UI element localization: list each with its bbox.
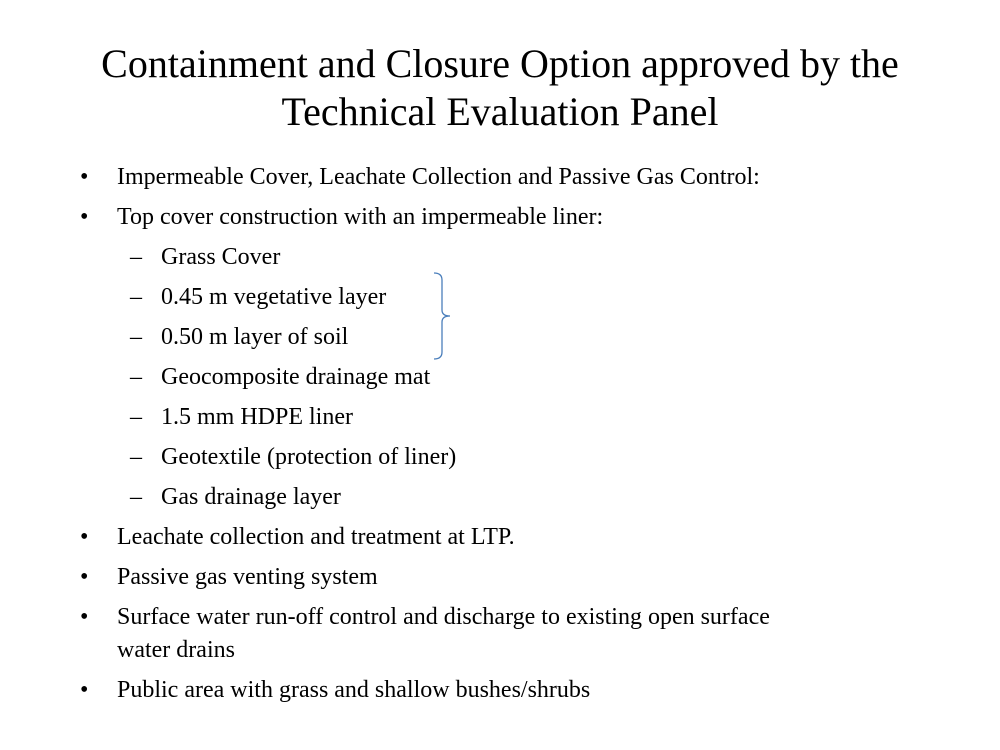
bullet-icon: •	[80, 564, 89, 590]
bullet-icon: •	[80, 677, 89, 703]
bullet-icon: •	[80, 524, 89, 550]
sub-list-item-text: Gas drainage layer	[161, 484, 341, 510]
list-item-text: Surface water run-off control and discharge to existing open surface	[117, 604, 770, 630]
right-brace-icon	[432, 272, 456, 360]
sub-list-item-text: Geocomposite drainage mat	[161, 364, 431, 390]
bullet-icon: •	[80, 164, 89, 190]
dash-icon: –	[130, 324, 142, 350]
bullet-icon: •	[80, 604, 89, 630]
sub-list-item-text: Geotextile (protection of liner)	[161, 444, 457, 470]
sub-list-item-text: 1.5 mm HDPE liner	[161, 404, 353, 430]
dash-icon: –	[130, 364, 142, 390]
dash-icon: –	[130, 484, 142, 510]
list-item-text: Top cover construction with an impermeable liner:	[117, 204, 604, 230]
list-item-text: Passive gas venting system	[117, 564, 378, 590]
slide-title: Containment and Closure Option approved by the Technical Evaluation Panel	[101, 41, 899, 134]
sub-list-item-text: Grass Cover	[161, 244, 281, 270]
list-item-text: Public area with grass and shallow bushes/shrubs	[117, 677, 591, 703]
dash-icon: –	[130, 244, 142, 270]
bullet-icon: •	[80, 204, 89, 230]
list-item-text: Leachate collection and treatment at LTP.	[117, 524, 515, 550]
sub-list-item-text: 0.50 m layer of soil	[161, 324, 349, 350]
dash-icon: –	[130, 284, 142, 310]
sub-list-item-text: 0.45 m vegetative layer	[161, 284, 387, 310]
dash-icon: –	[130, 444, 142, 470]
list-item-text: Impermeable Cover, Leachate Collection and Passive Gas Control:	[117, 164, 760, 190]
dash-icon: –	[130, 404, 142, 430]
list-item-text: water drains	[117, 637, 235, 663]
